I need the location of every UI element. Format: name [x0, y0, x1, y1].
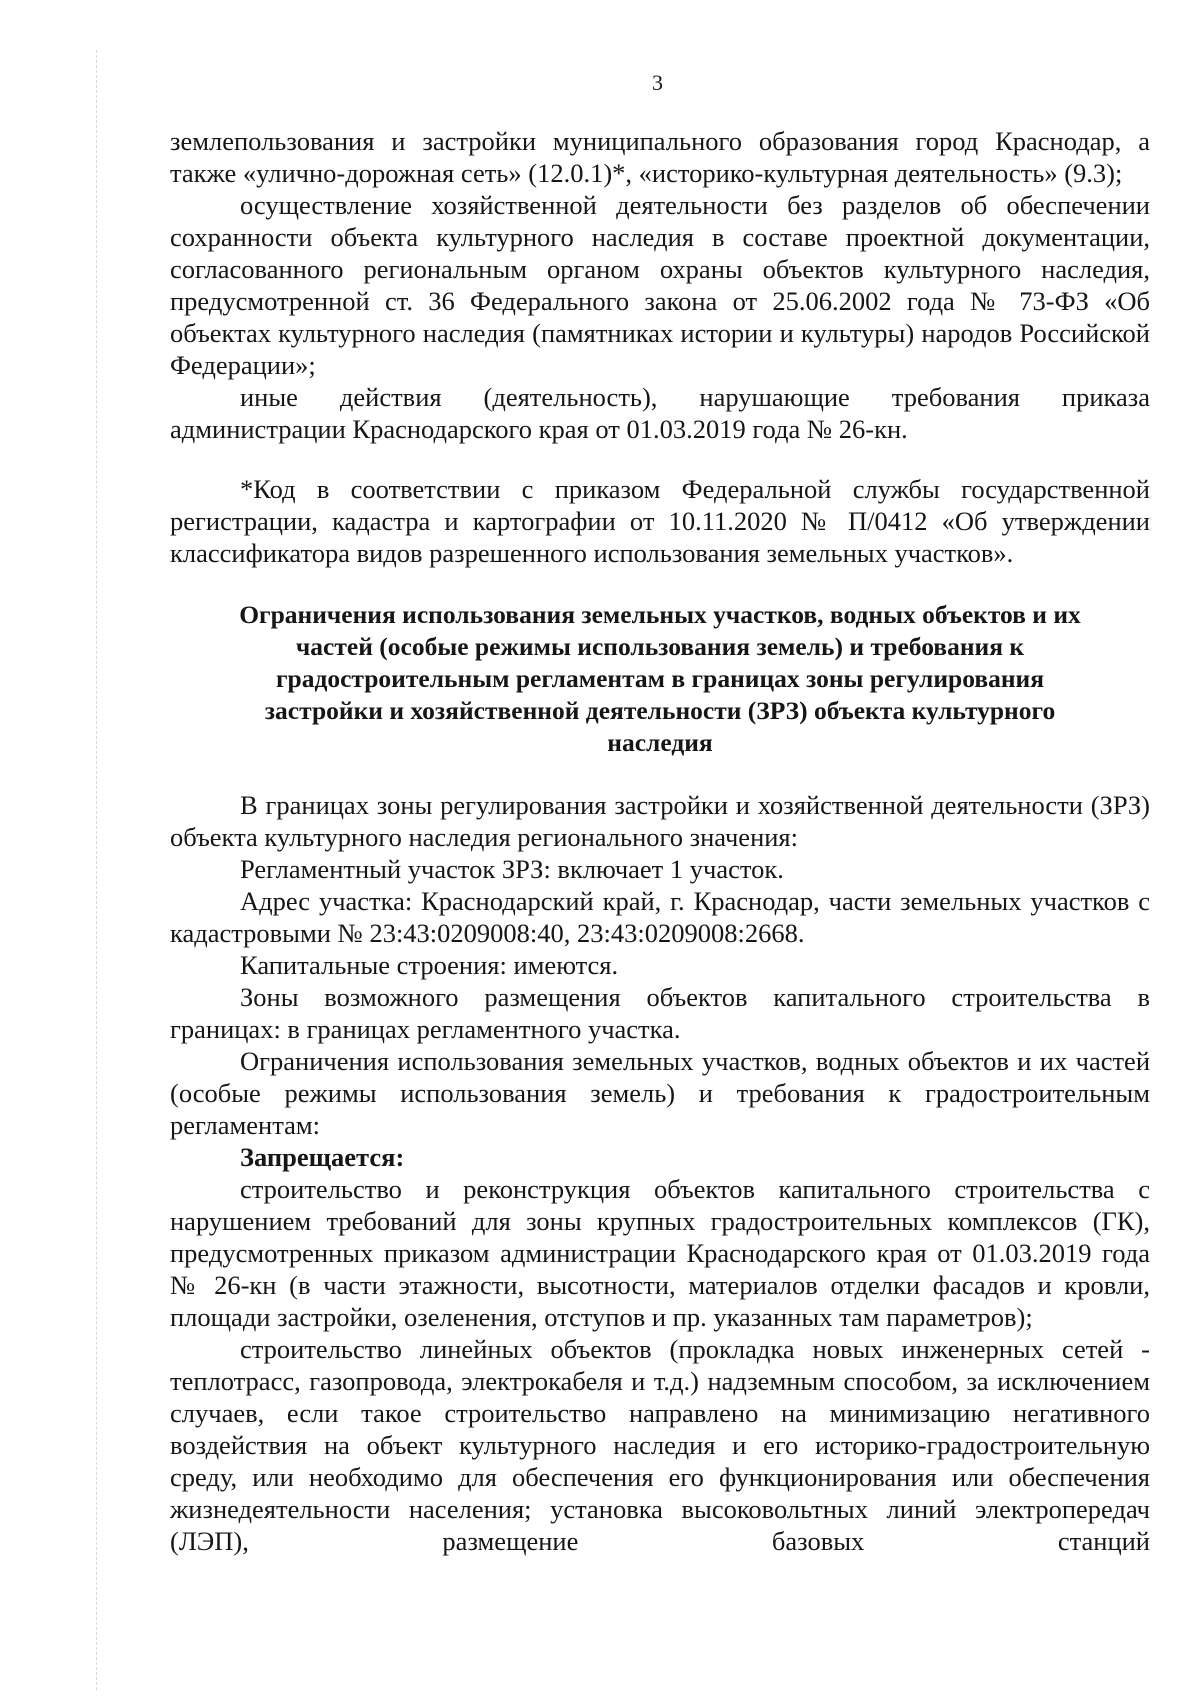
paragraph-plot-address: Адрес участка: Краснодарский край, г. Краснодар, части земельных участков с кадастровыми № 23:43:0209008:40, 23:43:0209008:2668.	[170, 886, 1150, 948]
heading-line: градостроительным регламентам в границах зоны регулирования	[275, 664, 1045, 693]
heading-line: наследия	[607, 728, 713, 757]
paragraph-restrictions: Ограничения использования земельных участков, водных объектов и их частей (особые режимы использования земель) и требования к градостроительным регламентам:	[170, 1046, 1150, 1140]
heading-line: Ограничения использования земельных участков, водных объектов и их	[239, 600, 1081, 629]
footnote: *Код в соответствии с приказом Федеральной службы государственной регистрации, кадастра и картографии от 10.11.2020 № П/0412 «Об утверждении классификатора видов разрешенного использования земельных участков».	[170, 474, 1150, 568]
prohibited-label: Запрещается:	[240, 1142, 405, 1172]
document-body	[170, 125, 1150, 1557]
paragraph-zone-intro: В границах зоны регулирования застройки и хозяйственной деятельности (ЗРЗ) объекта культурного наследия регионального значения:	[170, 790, 1150, 852]
heading-line: частей (особые режимы использования земель) и требования к	[295, 632, 1025, 661]
paragraph-other-actions: иные действия (деятельность), нарушающие требования приказа администрации Краснодарского края от 01.03.2019 года № 26-кн.	[170, 382, 1150, 444]
paragraph-placement-zones: Зоны возможного размещения объектов капитального строительства в границах: в границах регламентного участка.	[170, 982, 1150, 1044]
paragraph-linear-objects: строительство линейных объектов (прокладка новых инженерных сетей - теплотрасс, газопровода, электрокабеля и т.д.) надземным способом, за исключением случаев, если такое строительство направлено на минимизацию негативного воздействия на объект культурного наследия и его историко-градостроительную среду, или необходимо для обеспечения его функционирования или обеспечения жизнедеятельности населения; установка высоковольтных линий электропередач (ЛЭП), размещение базовых станций	[170, 1334, 1150, 1556]
paragraph-continuation: землепользования и застройки муниципального образования город Краснодар, а также «улично-дорожная сеть» (12.0.1)*, «историко-культурная деятельность» (9.3);	[170, 126, 1150, 188]
paragraph-economic-activity: осуществление хозяйственной деятельности без разделов об обеспечении сохранности объекта культурного наследия в составе проектной документации, согласованного региональным органом охраны объектов культурного наследия, предусмотренной ст. 36 Федерального закона от 25.06.2002 года № 73-ФЗ «Об объектах культурного наследия (памятниках истории и культуры) народов Российской Федерации»;	[170, 190, 1150, 380]
scan-edge-line	[96, 50, 97, 1690]
section-heading	[170, 599, 1150, 759]
paragraph-regulation-plot: Регламентный участок ЗРЗ: включает 1 участок.	[240, 854, 784, 884]
heading-line: застройки и хозяйственной деятельности (ЗРЗ) объекта культурного	[264, 696, 1056, 725]
paragraph-capital-buildings: Капитальные строения: имеются.	[240, 950, 619, 980]
page-number: 3	[652, 70, 663, 95]
paragraph-construction-prohibited: строительство и реконструкция объектов капитального строительства с нарушением требований для зоны крупных градостроительных комплексов (ГК), предусмотренных приказом администрации Краснодарского края от 01.03.2019 года № 26-кн (в части этажности, высотности, материалов отделки фасадов и кровли, площади застройки, озеленения, отступов и пр. указанных там параметров);	[170, 1174, 1150, 1332]
